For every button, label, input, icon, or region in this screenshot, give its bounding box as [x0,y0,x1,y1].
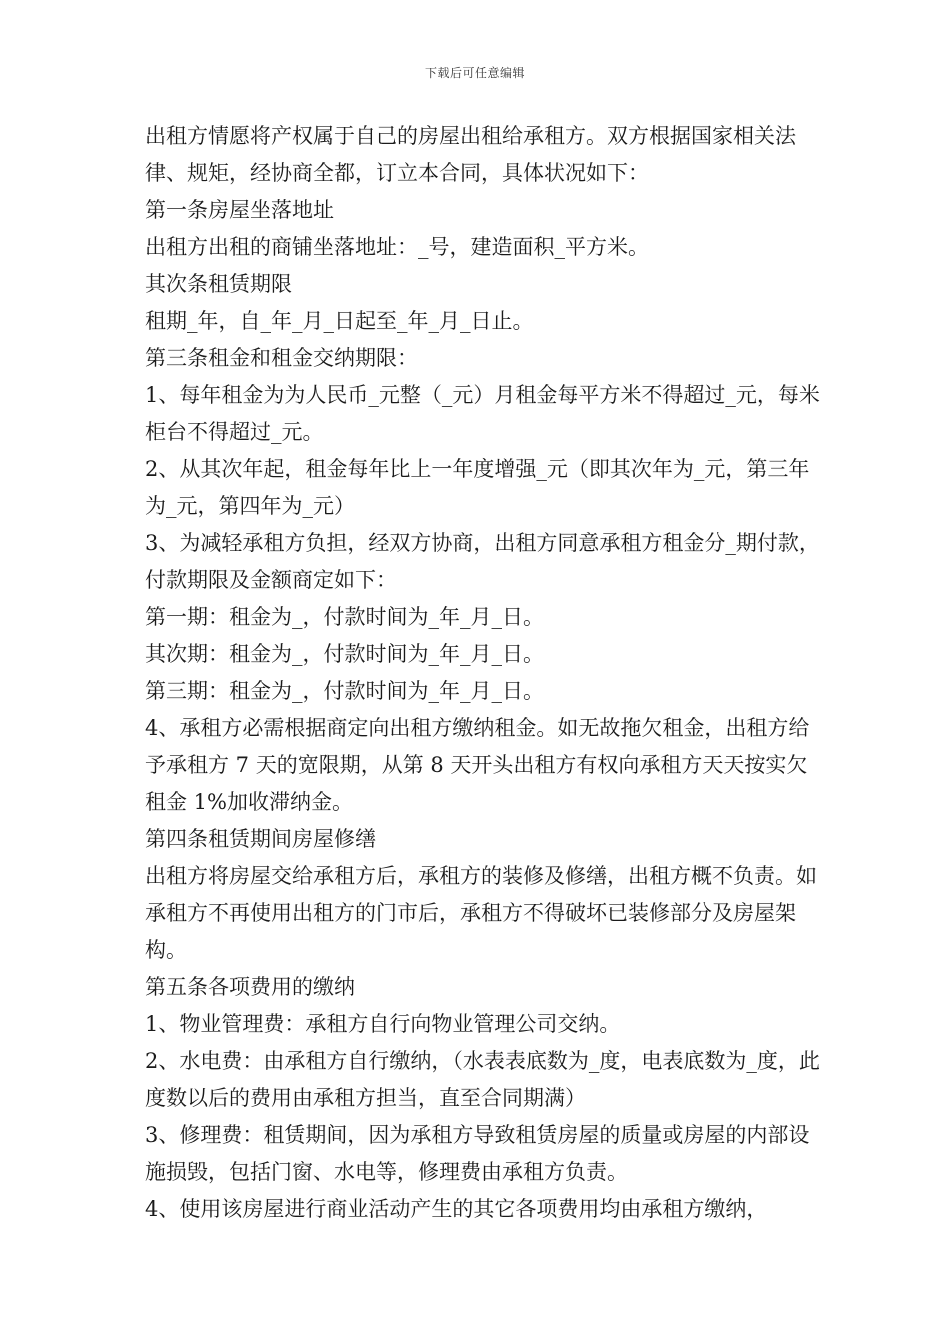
section-heading: 第一条房屋坐落地址 [145,198,334,222]
list-item: 3、为减轻承租方负担，经双方协商，出租方同意承租方租金分_期付款，付款期限及金额商定如下： [145,531,820,592]
section-heading: 其次条租赁期限 [145,272,292,296]
section-heading: 第三条租金和租金交纳期限： [145,346,418,370]
payment-period: 第一期：租金为_，付款时间为_年_月_日。 [145,605,544,629]
paragraph: 出租方将房屋交给承租方后，承租方的装修及修缮，出租方概不负责。如承租方不再使用出租方的门市后，承租方不得破坏已装修部分及房屋架构。 [145,864,817,962]
list-item: 3、修理费：租赁期间，因为承租方导致租赁房屋的质量或房屋的内部设施损毁，包括门窗、水电等，修理费由承租方负责。 [145,1123,810,1184]
list-item: 2、水电费：由承租方自行缴纳，（水表表底数为_度，电表底数为_度，此度数以后的费用由承租方担当，直至合同期满） [145,1049,820,1110]
section-heading: 第四条租赁期间房屋修缮 [145,827,376,851]
document-body [145,118,825,1228]
payment-period: 其次期：租金为_，付款时间为_年_月_日。 [145,642,544,666]
page-header: 下载后可任意编辑 [424,66,525,80]
payment-period: 第三期：租金为_，付款时间为_年_月_日。 [145,679,544,703]
paragraph: 出租方出租的商铺坐落地址：_号，建造面积_平方米。 [145,235,649,259]
paragraph: 租期_年，自_年_月_日起至_年_月_日止。 [145,309,534,333]
list-item: 1、物业管理费：承租方自行向物业管理公司交纳。 [145,1012,621,1036]
section-heading: 第五条各项费用的缴纳 [145,975,355,999]
paragraph: 出租方情愿将产权属于自己的房屋出租给承租方。双方根据国家相关法律、规矩，经协商全都，订立本合同，具体状况如下： [145,124,796,185]
list-item: 4、使用该房屋进行商业活动产生的其它各项费用均由承租方缴纳， [145,1197,768,1221]
list-item: 2、从其次年起，租金每年比上一年度增强_元（即其次年为_元，第三年为_元，第四年为_元） [145,457,810,518]
list-item: 4、承租方必需根据商定向出租方缴纳租金。如无故拖欠租金，出租方给予承租方 7 天的宽限期，从第 8 天开头出租方有权向承租方天天按实欠租金 1%加收滞纳金。 [145,716,810,814]
list-item: 1、每年租金为为人民币_元整（_元）月租金每平方米不得超过_元，每米柜台不得超过_元。 [145,383,820,444]
